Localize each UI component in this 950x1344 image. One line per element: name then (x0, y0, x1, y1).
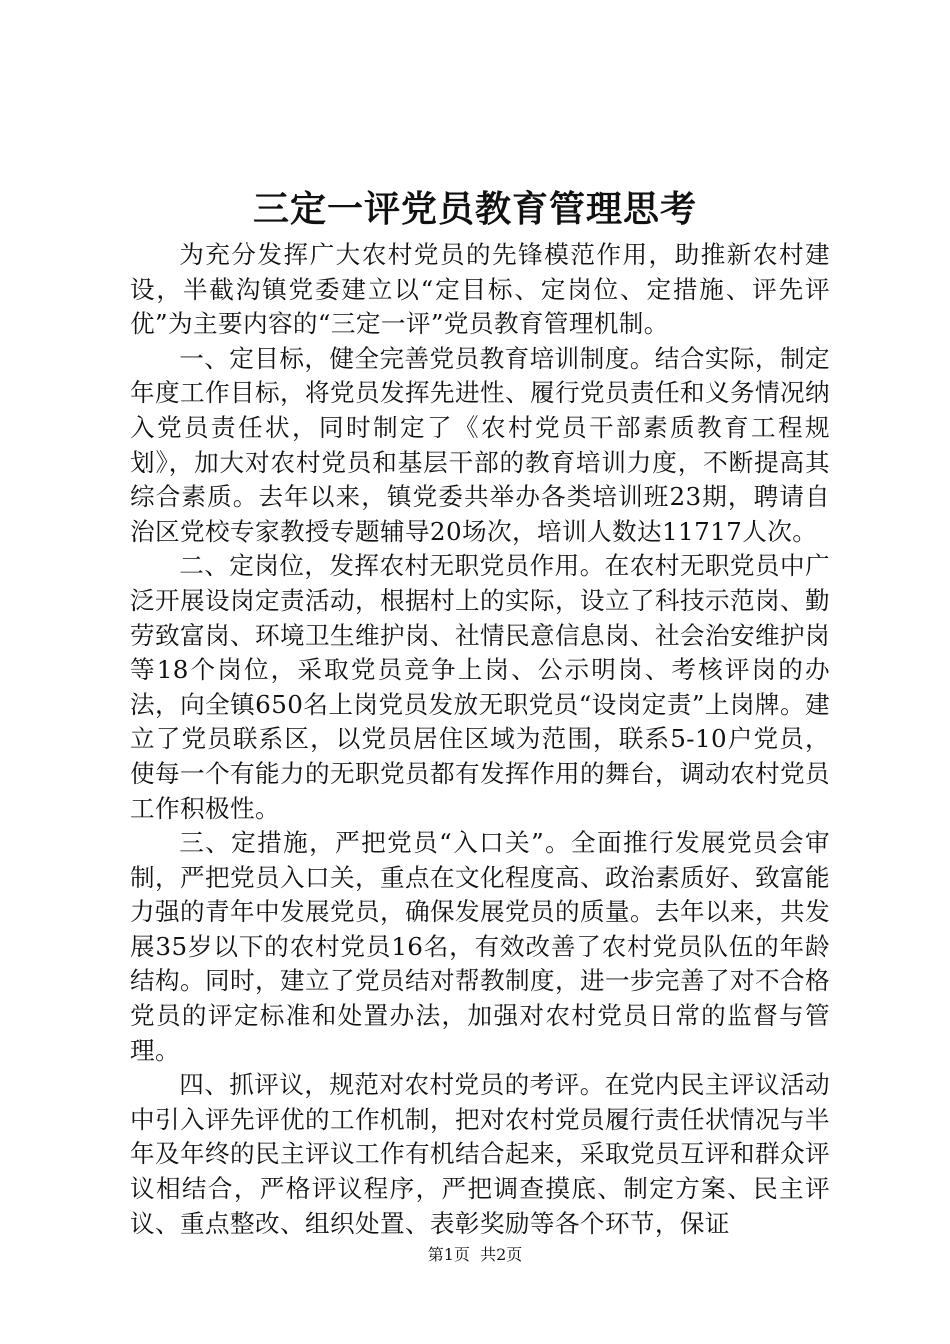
footer-separator (470, 1245, 480, 1264)
paragraph-section-1: 一、定目标，健全完善党员教育培训制度。结合实际，制定年度工作目标，将党员发挥先进性、履行党员责任和义务情况纳入党员责任状，同时制定了《农村党员干部素质教育工程规划》，加大对农村党员和基层干部的教育培训力度，不断提高其综合素质。去年以来，镇党委共举办各类培训班23期，聘请自治区党校专家教授专题辅导20场次，培训人数达11717人次。 (130, 343, 830, 546)
page-footer (0, 1244, 950, 1266)
document-body (130, 238, 830, 1241)
paragraph-section-2: 二、定岗位，发挥农村无职党员作用。在农村无职党员中广泛开展设岗定责活动，根据村上的实际，设立了科技示范岗、勤劳致富岗、环境卫生维护岗、社情民意信息岗、社会治安维护岗等18个岗位，采取党员竞争上岗、公示明岗、考核评岗的办法，向全镇650名上岗党员发放无职党员“设岗定责”上岗牌。建立了党员联系区，以党员居住区域为范围，联系5-10户党员，使每一个有能力的无职党员都有发挥作用的舞台，调动农村党员工作积极性。 (130, 551, 830, 823)
paragraph-section-4: 四、抓评议，规范对农村党员的考评。在党内民主评议活动中引入评先评优的工作机制，把对农村党员履行责任状情况与半年及年终的民主评议工作有机结合起来，采取党员互评和群众评议相结合，严格评议程序，严把调查摸底、制定方案、民主评议、重点整改、组织处置、表彰奖励等各个环节，保证 (130, 1070, 830, 1238)
paragraph-intro: 为充分发挥广大农村党员的先锋模范作用，助推新农村建设，半截沟镇党委建立以“定目标、定岗位、定措施、评先评优”为主要内容的“三定一评”党员教育管理机制。 (130, 240, 830, 339)
document-title: 三定一评党员教育管理思考 (252, 188, 697, 230)
page-number-total: 共2页 (480, 1245, 523, 1264)
page-number-current: 第1页 (427, 1245, 470, 1264)
paragraph-section-3: 三、定措施，严把党员“入口关”。全面推行发展党员会审制，严把党员入口关，重点在文化程度高、政治素质好、致富能力强的青年中发展党员，确保发展党员的质量。去年以来，共发展35岁以下的农村党员16名，有效改善了农村党员队伍的年龄结构。同时，建立了党员结对帮教制度，进一步完善了对不合格党员的评定标准和处置办法，加强对农村党员日常的监督与管理。 (130, 828, 830, 1065)
